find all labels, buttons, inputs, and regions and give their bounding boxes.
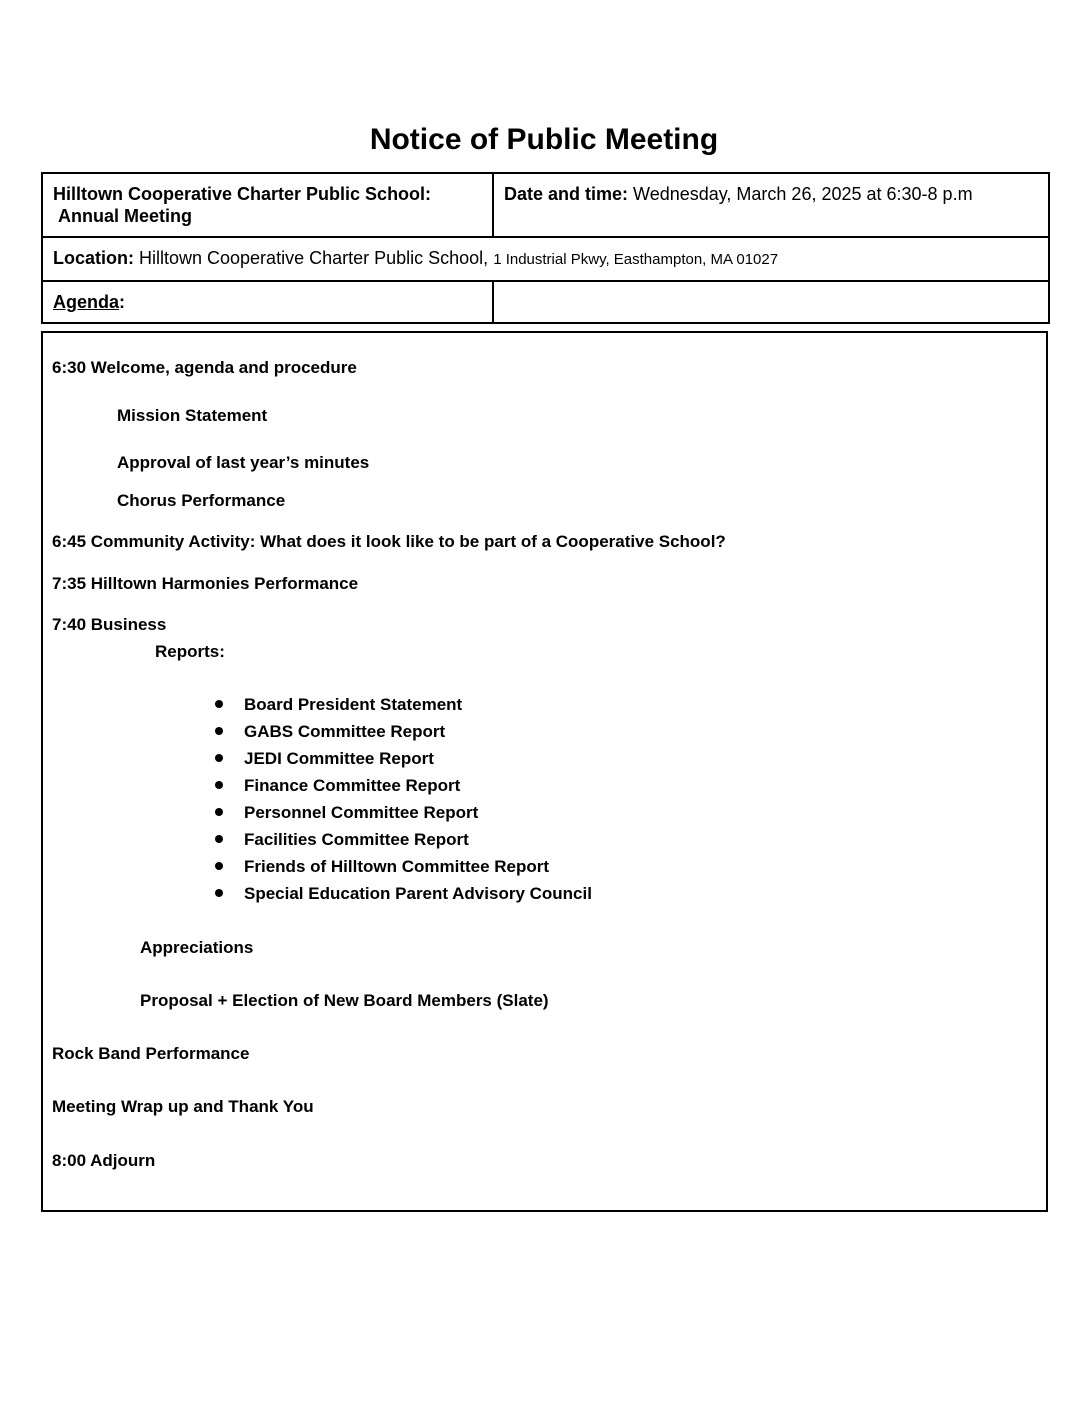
agenda-item-rock-band: Rock Band Performance — [52, 1044, 250, 1063]
bullet-icon — [215, 781, 223, 789]
report-list-item — [215, 857, 1028, 877]
reports-bullet-list — [52, 695, 1028, 904]
location-label: Location: — [53, 248, 134, 268]
report-item-label: JEDI Committee Report — [244, 749, 434, 768]
report-item-label: Personnel Committee Report — [244, 803, 479, 822]
report-item-label: GABS Committee Report — [244, 722, 446, 741]
agenda-label-cell — [42, 281, 493, 323]
location-value: Hilltown Cooperative Charter Public School, — [139, 248, 489, 268]
report-list-item — [215, 776, 1028, 796]
agenda-item-wrap-up: Meeting Wrap up and Thank You — [52, 1097, 314, 1116]
bullet-icon — [215, 754, 223, 762]
agenda-label: Agenda — [53, 292, 120, 312]
table-row-location — [42, 237, 1049, 281]
date-time-cell — [493, 173, 1049, 237]
date-time-value: Wednesday, March 26, 2025 at 6:30-8 p.m — [633, 184, 973, 204]
bullet-icon — [215, 862, 223, 870]
report-list-item — [215, 884, 1028, 904]
report-list-item — [215, 830, 1028, 850]
school-name-line1: Hilltown Cooperative Charter Public School: — [53, 184, 432, 204]
agenda-item-harmonies: 7:35 Hilltown Harmonies Performance — [52, 574, 359, 593]
table-row-school-date — [42, 173, 1049, 237]
bullet-icon — [215, 727, 223, 735]
report-list-item — [215, 749, 1028, 769]
bullet-icon — [215, 808, 223, 816]
agenda-item-chorus: Chorus Performance — [117, 491, 286, 510]
agenda-item-business: 7:40 Business — [52, 615, 167, 634]
agenda-item-adjourn: 8:00 Adjourn — [52, 1151, 156, 1170]
bullet-icon — [215, 835, 223, 843]
school-name-cell — [42, 173, 493, 237]
table-row-agenda — [42, 281, 1049, 323]
location-cell — [42, 237, 1049, 281]
report-item-label: Finance Committee Report — [244, 776, 461, 795]
agenda-item-reports-label: Reports: — [155, 642, 225, 661]
report-list-item — [215, 695, 1028, 715]
document-body — [41, 172, 1048, 1212]
bullet-icon — [215, 700, 223, 708]
report-item-label: Board President Statement — [244, 695, 463, 714]
meeting-info-table — [41, 172, 1050, 324]
location-address: 1 Industrial Pkwy, Easthampton, MA 01027 — [493, 251, 779, 268]
report-list-item — [215, 722, 1028, 742]
agenda-empty-cell — [493, 281, 1049, 323]
agenda-colon: : — [119, 292, 126, 312]
page-title: Notice of Public Meeting — [369, 123, 719, 156]
bullet-icon — [215, 889, 223, 897]
report-item-label: Friends of Hilltown Committee Report — [244, 857, 550, 876]
agenda-content-box — [41, 331, 1048, 1212]
agenda-item-appreciations: Appreciations — [140, 938, 254, 957]
report-item-label: Special Education Parent Advisory Council — [244, 884, 592, 903]
agenda-item-approval: Approval of last year’s minutes — [117, 453, 370, 472]
date-time-label: Date and time: — [504, 184, 629, 204]
agenda-item-welcome: 6:30 Welcome, agenda and procedure — [52, 358, 357, 377]
agenda-item-mission: Mission Statement — [117, 406, 268, 425]
agenda-item-proposal: Proposal + Election of New Board Members (Slate) — [140, 991, 549, 1010]
school-name-line2: Annual Meeting — [53, 206, 193, 226]
report-item-label: Facilities Committee Report — [244, 830, 469, 849]
agenda-item-community: 6:45 Community Activity: What does it look like to be part of a Cooperative School? — [52, 532, 726, 551]
report-list-item — [215, 803, 1028, 823]
